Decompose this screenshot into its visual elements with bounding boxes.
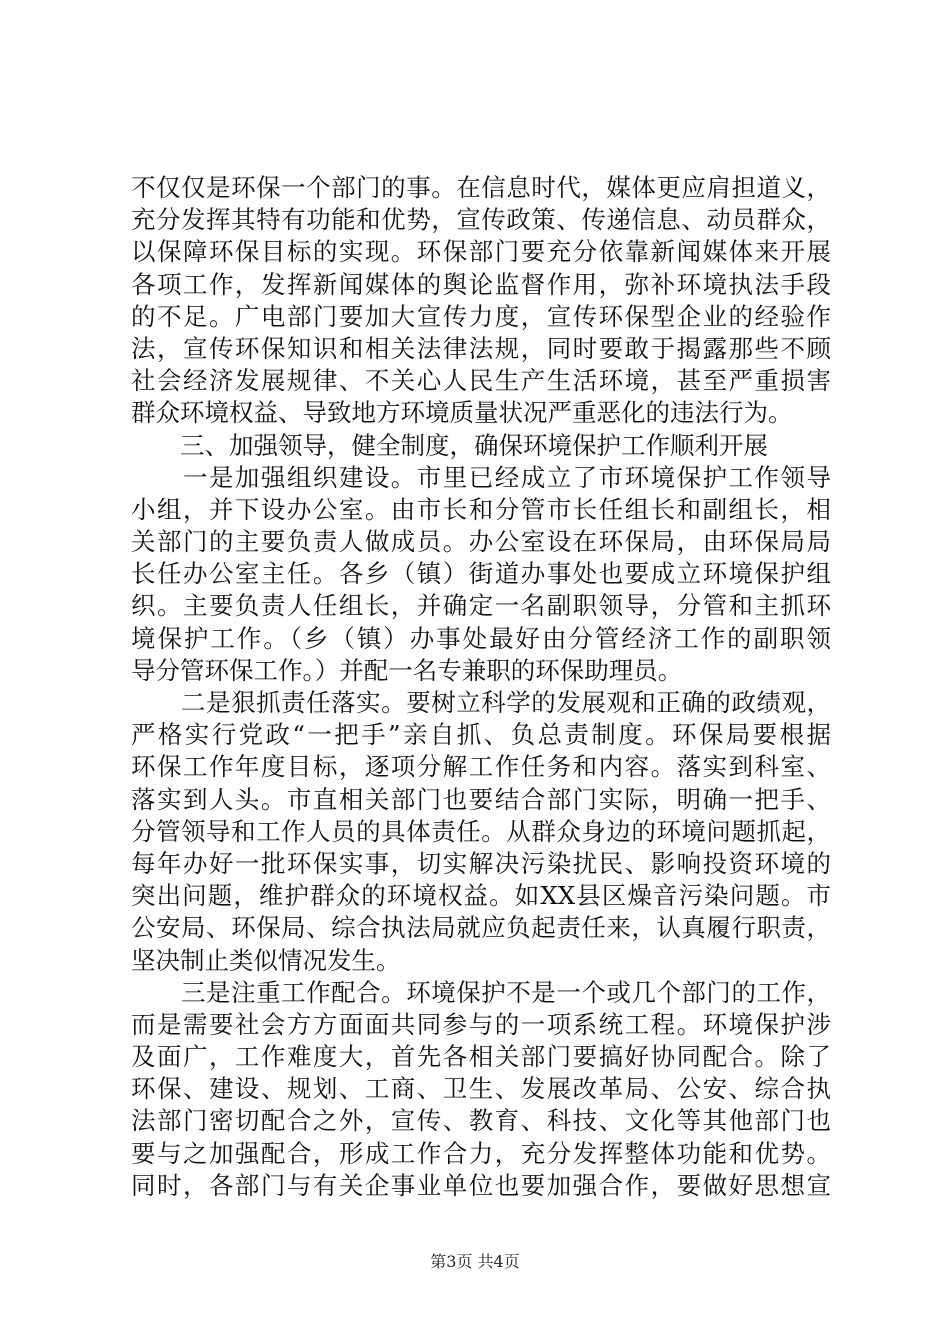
text-line: 环保工作年度目标，逐项分解工作任务和内容。落实到科室、 xyxy=(131,752,831,782)
text-line: 坚决制止类似情况发生。 xyxy=(131,945,401,975)
text-line: 群众环境权益、导致地方环境质量状况严重恶化的违法行为。 xyxy=(131,398,793,428)
text-line: 二是狠抓责任落实。要树立科学的发展观和正确的政绩观， xyxy=(131,688,831,717)
text-line: 法，宣传环保知识和相关法律法规，同时要敢于揭露那些不顾 xyxy=(131,333,831,363)
text-line: 长任办公室主任。各乡（镇）街道办事处也要成立环境保护组 xyxy=(131,559,831,589)
text-line: 导分管环保工作。）并配一名专兼职的环保助理员。 xyxy=(131,655,683,685)
text-line: 织。主要负责人任组长，并确定一名副职领导，分管和主抓环 xyxy=(131,591,831,621)
text-line: 境保护工作。（乡（镇）办事处最好由分管经济工作的副职领 xyxy=(131,623,831,653)
text-line: 社会经济发展规律、不关心人民生产生活环境，甚至严重损害 xyxy=(131,366,831,396)
text-line: 每年办好一批环保实事，切实解决污染扰民、影响投资环境的 xyxy=(131,848,831,878)
text-line: 法部门密切配合之外，宣传、教育、科技、文化等其他部门也 xyxy=(131,1106,831,1136)
text-line: 及面广，工作难度大，首先各相关部门要搞好协同配合。除了 xyxy=(131,1042,831,1072)
text-line: 落实到人头。市直相关部门也要结合部门实际，明确一把手、 xyxy=(131,784,831,814)
text-line: 严格实行党政“一把手”亲自抓、负总责制度。环保局要根据 xyxy=(131,720,831,750)
document-body xyxy=(131,172,831,1202)
text-line: 充分发挥其特有功能和优势，宣传政策、传递信息、动员群众， xyxy=(131,205,831,235)
text-line: 小组，并下设办公室。由市长和分管市长任组长和副组长，相 xyxy=(131,494,831,524)
text-line: 环保、建设、规划、工商、卫生、发展改革局、公安、综合执 xyxy=(131,1074,831,1104)
text-line: 分管领导和工作人员的具体责任。从群众身边的环境问题抓起， xyxy=(131,816,831,846)
text-line: 同时，各部门与有关企事业单位也要加强合作，要做好思想宣 xyxy=(131,1170,831,1200)
page-footer: 第3页 共4页 xyxy=(430,1252,520,1271)
text-line: 突出问题，维护群众的环境权益。如XX县区燥音污染问题。市 xyxy=(131,881,831,911)
text-line: 的不足。广电部门要加大宣传力度，宣传环保型企业的经验作 xyxy=(131,301,831,331)
text-line: 公安局、环保局、综合执法局就应负起责任来，认真履行职责， xyxy=(131,913,831,943)
text-line: 三是注重工作配合。环境保护不是一个或几个部门的工作， xyxy=(131,977,831,1007)
section-heading-line: 三、加强领导，健全制度，确保环境保护工作顺利开展 xyxy=(131,430,768,460)
text-line: 以保障环保目标的实现。环保部门要充分依靠新闻媒体来开展 xyxy=(131,237,831,267)
text-line: 各项工作，发挥新闻媒体的舆论监督作用，弥补环境执法手段 xyxy=(131,269,831,299)
text-line: 而是需要社会方方面面共同参与的一项系统工程。环境保护涉 xyxy=(131,1009,831,1039)
text-line: 关部门的主要负责人做成员。办公室设在环保局，由环保局局 xyxy=(131,527,831,557)
text-line: 一是加强组织建设。市里已经成立了市环境保护工作领导 xyxy=(131,462,831,492)
text-line: 要与之加强配合，形成工作合力，充分发挥整体功能和优势。 xyxy=(131,1138,831,1168)
text-line: 不仅仅是环保一个部门的事。在信息时代，媒体更应肩担道义， xyxy=(131,173,831,202)
